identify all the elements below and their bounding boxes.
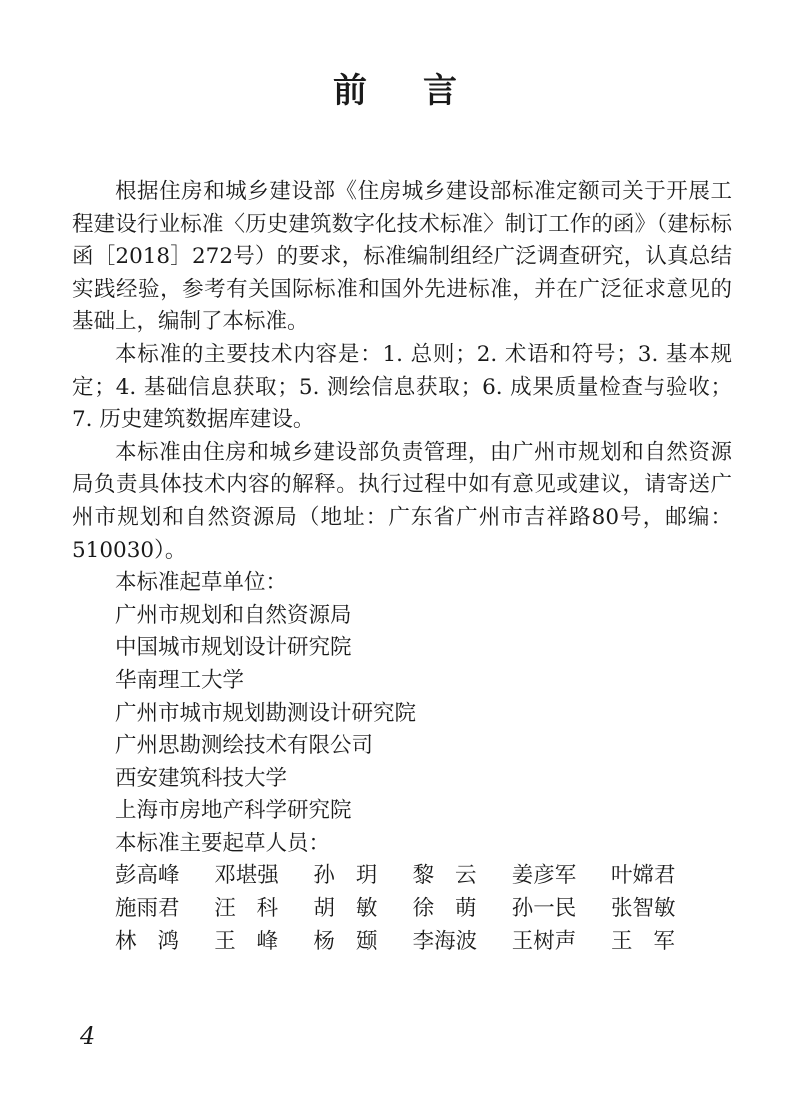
list-item: 广州市规划和自然资源局 <box>115 602 352 628</box>
drafters-row <box>72 926 675 959</box>
list-item: 西安建筑科技大学 <box>115 765 288 791</box>
drafters-row <box>72 893 675 926</box>
drafter-name: 施雨君 <box>115 896 180 922</box>
drafters-row <box>72 860 675 893</box>
paragraph-basis: 根据住房和城乡建设部《住房城乡建设部标准定额司关于开展工程建设行业标准〈历史建筑数字化技术标准〉制订工作的函》（建标标函［2018］272号）的要求，标准编制组经广泛调查研究，认真总结实践经验，参考有关国际标准和国外先进标准，并在广泛征求意见的基础上，编制了本标准。 <box>72 179 732 335</box>
body-text <box>72 176 732 958</box>
drafter-name: 杨颋 <box>313 928 378 954</box>
list-item: 上海市房地产科学研究院 <box>115 798 352 824</box>
drafters-list <box>72 860 732 958</box>
drafter-name: 孙玥 <box>313 863 378 889</box>
paragraph-contents: 本标准的主要技术内容是：1. 总则；2. 术语和符号；3. 基本规定；4. 基础信息获取；5. 测绘信息获取；6. 成果质量检查与验收；7. 历史建筑数据库建设。 <box>72 341 732 433</box>
drafter-name: 邓堪强 <box>214 863 279 889</box>
drafter-name: 姜彦军 <box>511 863 577 889</box>
drafter-name: 林鸿 <box>115 928 179 954</box>
page-number: 4 <box>80 1022 96 1050</box>
list-item: 广州市城市规划勘测设计研究院 <box>115 700 417 726</box>
paragraph-management: 本标准由住房和城乡建设部负责管理，由广州市规划和自然资源局负责具体技术内容的解释。执行过程中如有意见或建议，请寄送广州市规划和自然资源局（地址：广东省广州市吉祥路80号，邮编：510030）。 <box>72 439 732 563</box>
drafter-name: 叶嫦君 <box>610 863 676 889</box>
page-title: 前言 <box>333 71 513 111</box>
drafter-name: 彭高峰 <box>115 863 180 889</box>
drafter-name: 黎云 <box>412 863 477 889</box>
drafter-name: 汪科 <box>214 896 279 922</box>
list-item: 华南理工大学 <box>115 667 245 693</box>
drafter-name: 张智敏 <box>610 896 676 922</box>
drafting-units-list <box>72 600 732 828</box>
drafter-name: 李海波 <box>412 928 478 954</box>
drafter-name: 王树声 <box>511 928 577 954</box>
list-item: 广州思勘测绘技术有限公司 <box>115 733 374 759</box>
drafter-name: 胡敏 <box>313 896 378 922</box>
drafters-label: 本标准主要起草人员： <box>115 830 331 856</box>
drafter-name: 王峰 <box>214 928 279 954</box>
drafter-name: 王军 <box>610 928 675 954</box>
drafter-name: 徐萌 <box>412 896 477 922</box>
drafter-name: 孙一民 <box>511 896 577 922</box>
list-item: 中国城市规划设计研究院 <box>115 635 352 661</box>
drafting-units-label: 本标准起草单位： <box>115 570 288 596</box>
